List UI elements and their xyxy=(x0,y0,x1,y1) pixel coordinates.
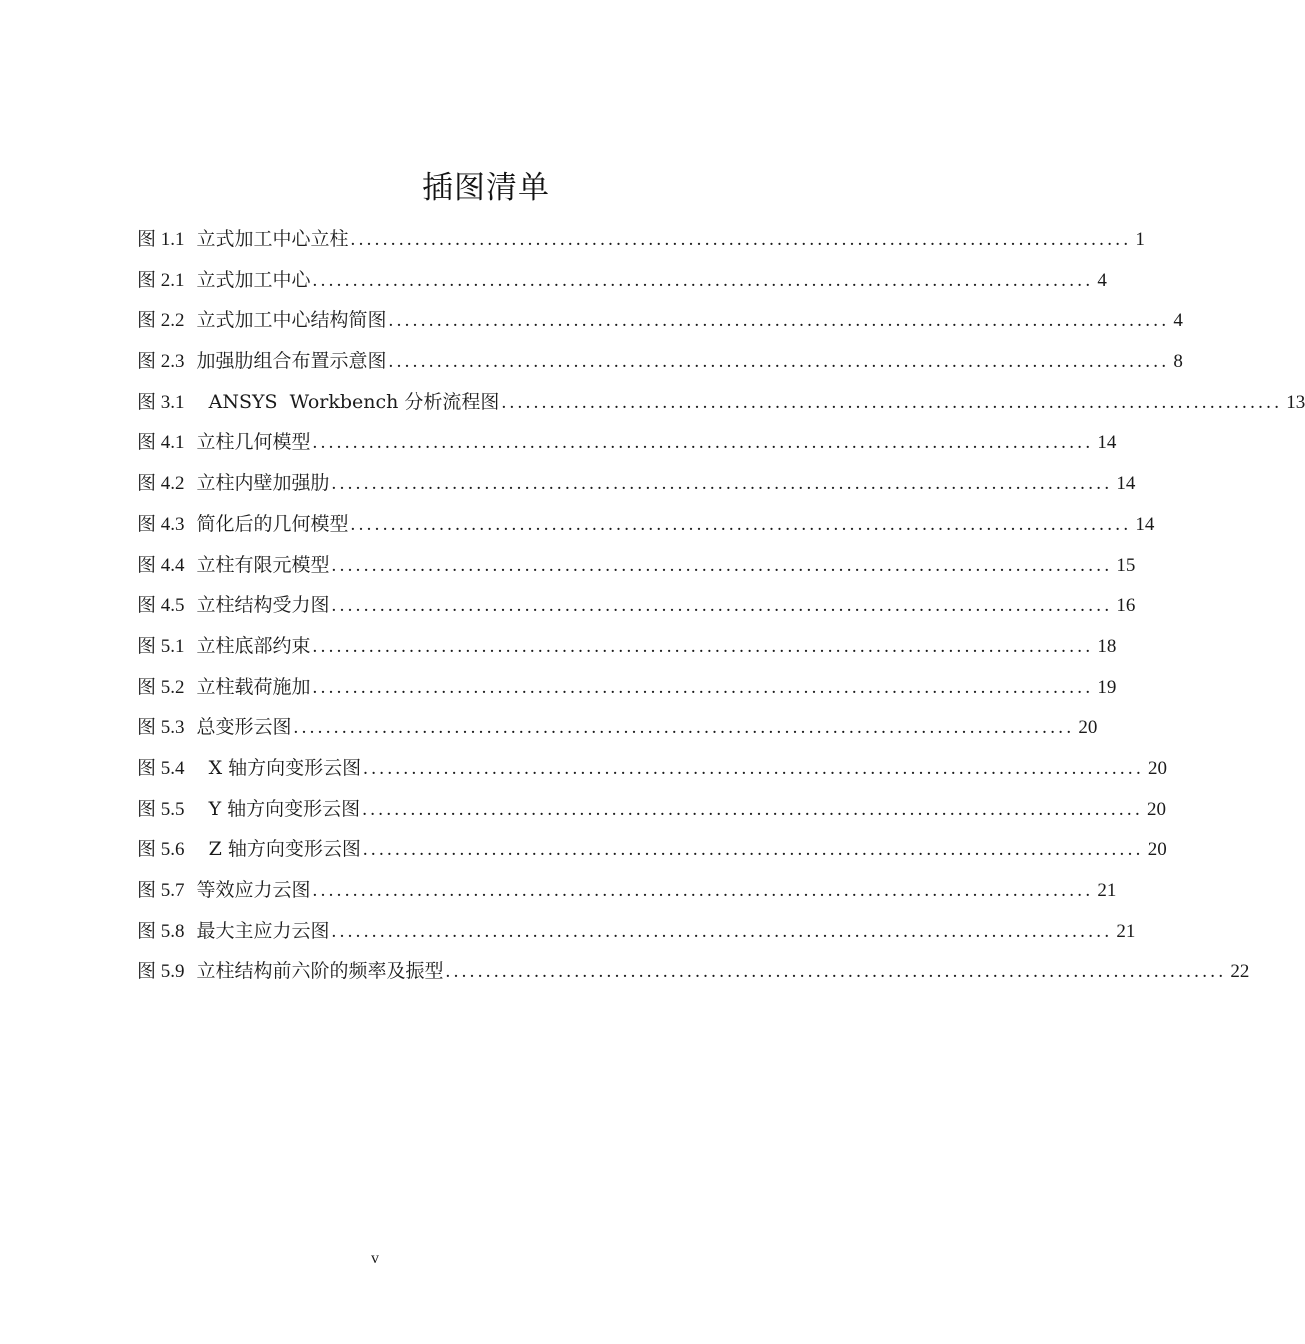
figure-number: 图 5.6 xyxy=(137,839,185,861)
figure-number: 图 2.2 xyxy=(137,310,185,332)
toc-entry[interactable] xyxy=(137,468,1136,509)
page-number: 15 xyxy=(1116,554,1136,576)
page-number: 20 xyxy=(1078,717,1098,739)
dot-leader: ................................................................................................. xyxy=(363,757,1145,779)
dot-leader: ................................................................................................. xyxy=(362,798,1144,820)
dot-leader: ................................................................................................. xyxy=(312,635,1094,657)
page-number: 4 xyxy=(1173,310,1183,332)
toc-entry[interactable] xyxy=(137,427,1117,468)
figure-number: 图 4.1 xyxy=(137,432,185,454)
figure-number: 图 3.1 xyxy=(137,391,185,413)
footer-page-number: v xyxy=(371,1250,379,1267)
page-number: 18 xyxy=(1097,635,1117,657)
page-number: 21 xyxy=(1097,880,1117,901)
dot-leader: ................................................................................................. xyxy=(312,880,1094,901)
toc-entry[interactable] xyxy=(137,834,1167,875)
toc-entry[interactable] xyxy=(137,590,1136,631)
figure-number: 图 5.2 xyxy=(137,676,185,698)
toc-entry[interactable] xyxy=(137,509,1155,550)
toc-entry[interactable] xyxy=(137,550,1136,591)
page-title: 插图清单 xyxy=(422,170,550,206)
figure-title: 立式加工中心 xyxy=(196,268,311,291)
figure-title: 立柱底部约束 xyxy=(196,634,311,657)
figure-number: 图 5.5 xyxy=(137,798,185,820)
dot-leader: ................................................................................................. xyxy=(331,554,1113,576)
dot-leader: ................................................................................................. xyxy=(331,920,1113,942)
figure-title: 简化后的几何模型 xyxy=(196,512,349,535)
dot-leader: ................................................................................................. xyxy=(501,391,1283,413)
page-number: 8 xyxy=(1173,351,1183,373)
figure-number: 图 5.3 xyxy=(137,717,185,739)
page-number: 16 xyxy=(1116,595,1136,617)
dot-leader: ................................................................................................. xyxy=(388,351,1170,373)
figure-number: 图 2.1 xyxy=(137,269,185,291)
page-number: 19 xyxy=(1097,676,1117,698)
figure-title: 立式加工中心立柱 xyxy=(196,228,349,250)
page-number: 20 xyxy=(1147,839,1167,861)
figure-title: 立柱几何模型 xyxy=(196,431,311,454)
figure-number: 图 4.4 xyxy=(137,554,185,576)
figure-title: 等效应力云图 xyxy=(196,879,311,901)
figure-title: Y 轴方向变形云图 xyxy=(196,797,361,820)
toc-entry[interactable] xyxy=(137,712,1098,753)
page-number: 14 xyxy=(1116,473,1136,495)
dot-leader: ................................................................................................. xyxy=(331,473,1113,495)
dot-leader: ................................................................................................. xyxy=(350,513,1132,535)
figure-title: 加强肋组合布置示意图 xyxy=(196,350,387,373)
dot-leader: ................................................................................................. xyxy=(331,595,1113,617)
page-number: 14 xyxy=(1135,513,1155,535)
figure-title: 立柱载荷施加 xyxy=(196,675,311,698)
page-number: 1 xyxy=(1135,229,1145,250)
toc-entry[interactable] xyxy=(137,631,1117,672)
toc-entry[interactable] xyxy=(137,753,1168,794)
toc-entry[interactable] xyxy=(137,794,1167,835)
toc-entry[interactable] xyxy=(137,916,1136,957)
figure-title: 立柱结构前六阶的频率及振型 xyxy=(196,960,444,983)
page-number: 22 xyxy=(1230,961,1250,983)
figure-number: 图 5.9 xyxy=(137,961,185,983)
page-number: 13 xyxy=(1286,391,1305,413)
figure-number: 图 4.5 xyxy=(137,595,185,617)
toc-entry[interactable] xyxy=(137,224,1145,265)
figure-number: 图 5.8 xyxy=(137,920,185,942)
figure-title: 立柱结构受力图 xyxy=(196,594,330,617)
figure-title: Z 轴方向变形云图 xyxy=(196,838,361,861)
page-number: 21 xyxy=(1116,920,1136,942)
figure-number: 图 4.3 xyxy=(137,513,185,535)
dot-leader: ................................................................................................. xyxy=(388,310,1170,332)
page-number: 14 xyxy=(1097,432,1117,454)
toc-entry[interactable] xyxy=(137,387,1305,428)
dot-leader: ................................................................................................. xyxy=(312,432,1094,454)
page-number: 20 xyxy=(1148,757,1168,779)
figure-number: 图 2.3 xyxy=(137,351,185,373)
figure-number: 图 5.4 xyxy=(137,757,185,779)
figure-list xyxy=(137,224,1305,997)
toc-entry[interactable] xyxy=(137,956,1250,997)
toc-entry[interactable] xyxy=(137,305,1183,346)
figure-title: 最大主应力云图 xyxy=(196,919,330,942)
figure-title: 总变形云图 xyxy=(196,716,292,739)
dot-leader: ................................................................................................. xyxy=(350,229,1132,250)
dot-leader: ................................................................................................. xyxy=(445,961,1227,983)
dot-leader: ................................................................................................. xyxy=(362,839,1144,861)
page-number: 4 xyxy=(1097,269,1107,291)
figure-title: 立柱有限元模型 xyxy=(196,553,330,576)
figure-number: 图 5.1 xyxy=(137,635,185,657)
figure-title: 立柱内壁加强肋 xyxy=(196,472,330,495)
toc-entry[interactable] xyxy=(137,265,1107,306)
toc-entry[interactable] xyxy=(137,875,1117,916)
toc-entry[interactable] xyxy=(137,346,1183,387)
figure-title: X 轴方向变形云图 xyxy=(196,756,362,779)
page-number: 20 xyxy=(1147,798,1167,820)
figure-number: 图 4.2 xyxy=(137,473,185,495)
figure-number: 图 5.7 xyxy=(137,880,185,901)
figure-number: 图 1.1 xyxy=(137,229,185,250)
dot-leader: ................................................................................................. xyxy=(312,269,1094,291)
figure-title: ANSYS Workbench 分析流程图 xyxy=(196,390,500,413)
dot-leader: ................................................................................................. xyxy=(312,676,1094,698)
dot-leader: ................................................................................................. xyxy=(293,717,1075,739)
figure-title: 立式加工中心结构简图 xyxy=(196,309,387,332)
toc-entry[interactable] xyxy=(137,672,1117,713)
